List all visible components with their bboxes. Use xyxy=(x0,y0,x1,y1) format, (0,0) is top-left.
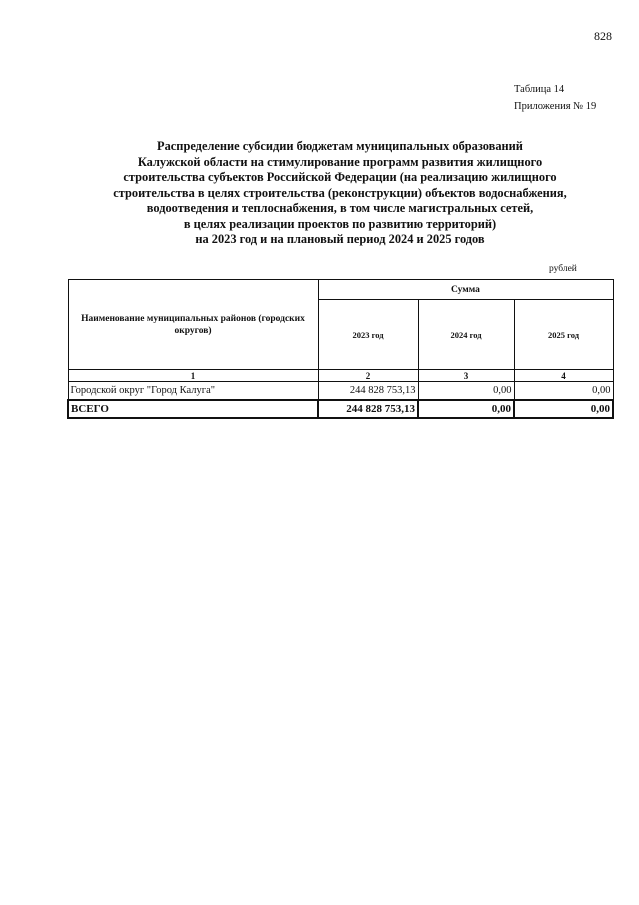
municipality-name: Городской округ "Город Калуга" xyxy=(68,382,318,401)
header-year-2023: 2023 год xyxy=(318,300,418,370)
document-title xyxy=(40,139,639,248)
amount-2023: 244 828 753,13 xyxy=(318,382,418,401)
header-year-2024: 2024 год xyxy=(418,300,514,370)
column-number: 4 xyxy=(514,370,613,382)
header-year-2025: 2025 год xyxy=(514,300,613,370)
total-row xyxy=(68,400,613,418)
page-number: 828 xyxy=(594,29,612,43)
amount-2025: 0,00 xyxy=(514,382,613,401)
title-line: на 2023 год и на плановый период 2024 и 2025 годов xyxy=(195,232,485,246)
total-2025: 0,00 xyxy=(514,400,613,418)
column-number: 2 xyxy=(318,370,418,382)
total-label: ВСЕГО xyxy=(68,400,318,418)
header-sum: Сумма xyxy=(318,280,613,300)
appendix-number: Приложения № 19 xyxy=(514,101,597,112)
amount-2024: 0,00 xyxy=(418,382,514,401)
title-line: в целях реализации проектов по развитию территорий) xyxy=(183,216,497,231)
subsidy-table xyxy=(67,279,614,419)
total-2023: 244 828 753,13 xyxy=(318,400,418,418)
column-numbers-row xyxy=(68,370,613,382)
table-row xyxy=(68,382,613,401)
title-line: строительства субъектов Российской Федерации (на реализацию жилищного xyxy=(123,170,557,184)
title-line: строительства в целях строительства (реконструкции) объектов водоснабжения, xyxy=(113,185,567,200)
total-2024: 0,00 xyxy=(418,400,514,418)
header-municipality: Наименование муниципальных районов (городских округов) xyxy=(68,280,318,370)
column-number: 3 xyxy=(418,370,514,382)
title-line: водоотведения и теплоснабжения, в том числе магистральных сетей, xyxy=(146,201,534,215)
header-row xyxy=(68,280,613,300)
units-label: рублей xyxy=(549,264,577,274)
table-number: Таблица 14 xyxy=(514,84,565,95)
title-line: Распределение субсидии бюджетам муниципальных образований xyxy=(157,139,523,153)
title-line: Калужской области на стимулирование программ развития жилищного xyxy=(137,154,543,169)
column-number: 1 xyxy=(68,370,318,382)
